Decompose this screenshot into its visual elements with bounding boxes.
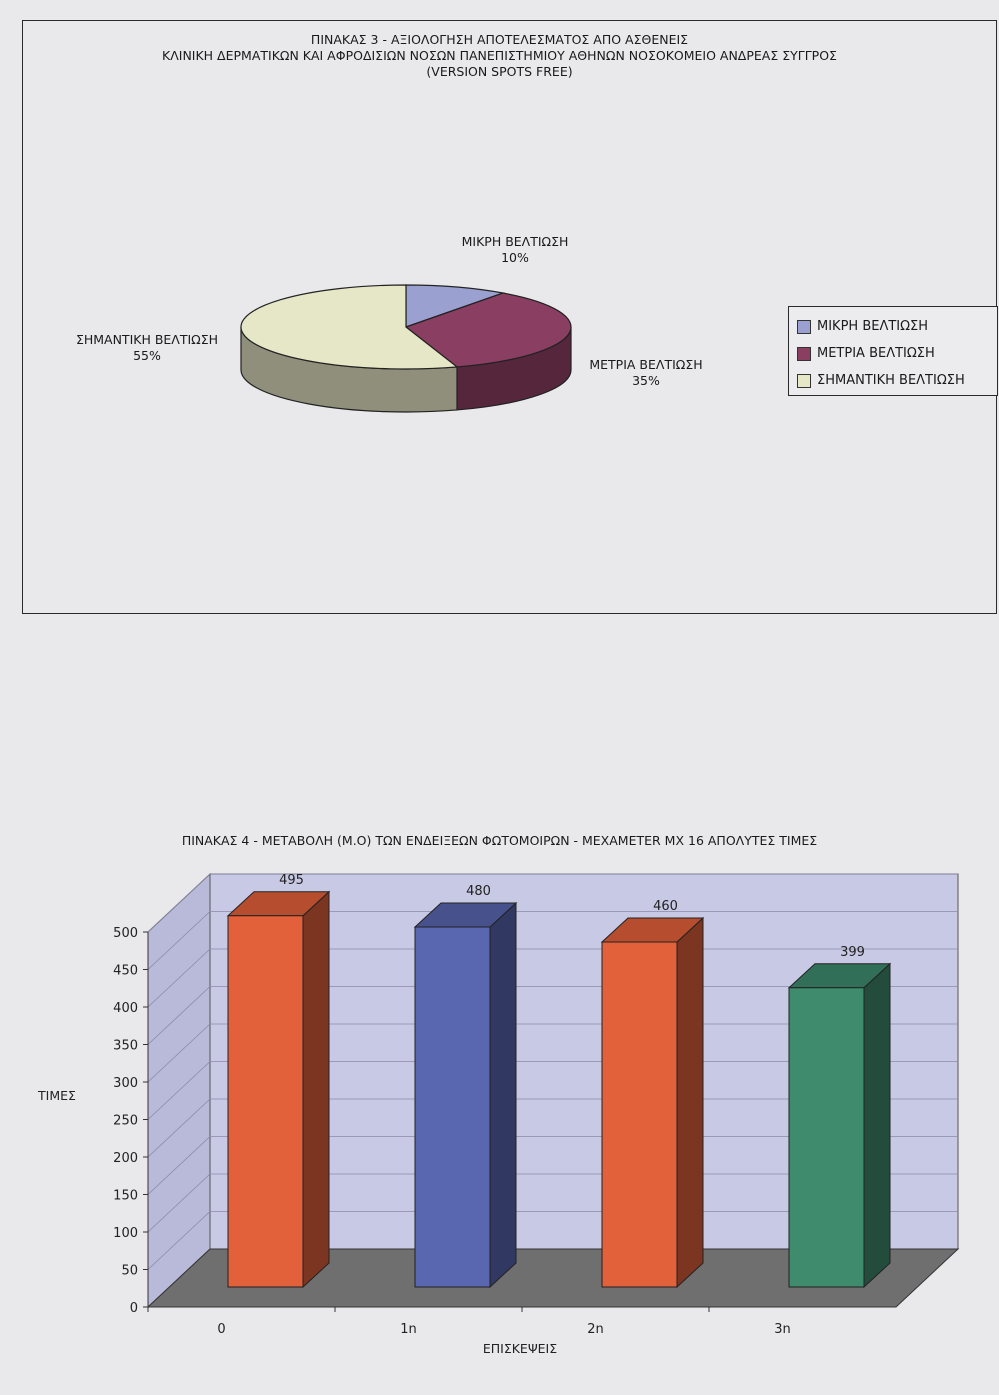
pie-label-large-name: ΣΗΜΑΝΤΙΚΗ ΒΕΛΤΙΩΣΗ xyxy=(75,332,219,347)
pie-label-small-value: 10% xyxy=(501,250,529,265)
pie-label-small xyxy=(430,234,600,266)
y-tick-label-7: 350 xyxy=(113,1038,138,1054)
bar-2 xyxy=(602,942,677,1287)
bar-value-label-0: 495 xyxy=(279,872,304,888)
x-tick-label-3: 3n xyxy=(774,1322,791,1337)
y-tick-label-0: 0 xyxy=(129,1301,138,1316)
pie-label-medium xyxy=(576,357,716,389)
legend-swatch-medium xyxy=(797,347,811,361)
pie-title-line-1: ΠΙΝΑΚΑΣ 3 - ΑΞΙΟΛΟΓΗΣΗ ΑΠΟΤΕΛΕΣΜΑΤΟΣ ΑΠΟ ΑΣΘΕΝΕΙΣ xyxy=(310,32,689,47)
bar-side-1 xyxy=(490,903,516,1287)
y-tick-label-5: 250 xyxy=(113,1113,138,1129)
pie-title-line-3: (VERSION SPOTS FREE) xyxy=(426,64,573,79)
legend-item-medium xyxy=(797,340,997,367)
bar-chart xyxy=(0,860,999,1380)
y-tick-label-9: 450 xyxy=(113,963,138,979)
legend-item-small xyxy=(797,313,997,340)
pie-legend xyxy=(788,306,998,396)
bar-1 xyxy=(415,927,490,1287)
y-tick-label-3: 150 xyxy=(113,1188,138,1204)
y-tick-label-6: 300 xyxy=(113,1076,138,1091)
pie-label-medium-name: ΜΕΤΡΙΑ ΒΕΛΤΙΩΣΗ xyxy=(589,357,703,372)
legend-swatch-small xyxy=(797,320,811,334)
legend-item-large xyxy=(797,367,997,394)
y-tick-label-4: 200 xyxy=(113,1151,138,1166)
pie-title-line-2: ΚΛΙΝΙΚΗ ΔΕΡΜΑΤΙΚΩΝ ΚΑΙ ΑΦΡΟΔΙΣΙΩΝ ΝΟΣΩΝ ΠΑΝΕΠΙΣΤΗΜΙΟΥ ΑΘΗΝΩΝ ΝΟΣΟΚΟΜΕΙΟ ΑΝΔΡΕΑΣ ΣΥΓΓΡΟΣ xyxy=(162,48,837,63)
bar-value-label-2: 460 xyxy=(653,899,678,914)
pie-label-small-name: ΜΙΚΡΗ ΒΕΛΤΙΩΣΗ xyxy=(461,234,569,249)
pie-label-medium-value: 35% xyxy=(632,373,660,388)
y-tick-label-2: 100 xyxy=(113,1226,138,1241)
legend-label-small: ΜΙΚΡΗ ΒΕΛΤΙΩΣΗ xyxy=(817,319,929,334)
bar-side-3 xyxy=(864,964,890,1287)
bar-chart-title: ΠΙΝΑΚΑΣ 4 - ΜΕΤΑΒΟΛΗ (Μ.Ο) ΤΩΝ ΕΝΔΕΙΞΕΩΝ ΦΩΤΟΜΟΙΡΩΝ - MEXAMETER MX 16 ΑΠΟΛΥΤΕΣ ΤΙΜΕΣ xyxy=(181,833,818,848)
bar-3 xyxy=(789,988,864,1287)
y-tick-label-10: 500 xyxy=(113,926,138,941)
pie-label-large xyxy=(58,332,236,364)
x-tick-label-0: 0 xyxy=(217,1322,226,1337)
pie-label-large-value: 55% xyxy=(133,348,161,363)
legend-swatch-large xyxy=(797,374,811,388)
x-tick-label-1: 1n xyxy=(400,1322,417,1337)
x-axis-title: ΕΠΙΣΚΕΨΕΙΣ xyxy=(482,1341,558,1356)
bar-value-label-3: 399 xyxy=(840,944,865,960)
bar-value-label-1: 480 xyxy=(466,884,491,899)
legend-label-medium: ΜΕΤΡΙΑ ΒΕΛΤΙΩΣΗ xyxy=(817,346,935,361)
bar-side-2 xyxy=(677,918,703,1287)
bar-0 xyxy=(228,916,303,1287)
bar-side-0 xyxy=(303,892,329,1287)
y-axis-title: ΤΙΜΕΣ xyxy=(38,1088,76,1103)
y-tick-label-1: 50 xyxy=(121,1263,138,1279)
legend-label-large: ΣΗΜΑΝΤΙΚΗ ΒΕΛΤΙΩΣΗ xyxy=(817,373,965,388)
x-tick-label-2: 2n xyxy=(587,1322,604,1337)
y-tick-label-8: 400 xyxy=(113,1001,138,1016)
